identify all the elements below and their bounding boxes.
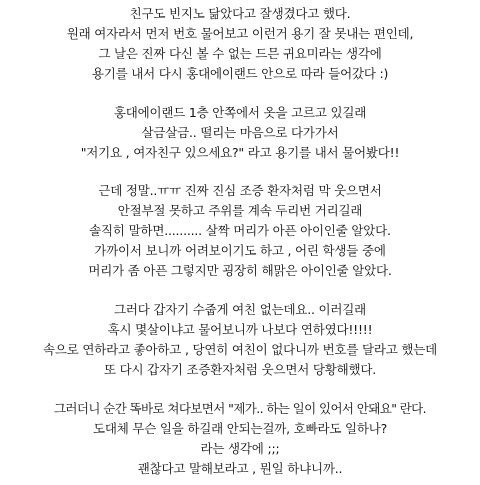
text-line: 살금살금.. 떨리는 마음으로 다가가서 — [141, 125, 339, 140]
text-line: 속으로 연하라고 좋아하고 , 당연히 여친이 없다니까 번호를 달라고 했는데 — [43, 342, 437, 357]
text-line: 도대체 무슨 일을 하길래 안되는걸까, 호빠라도 일하나? — [92, 421, 388, 436]
text-line: 라는 생각에 ;;; — [200, 441, 280, 456]
text-line: 용기를 내서 다시 홍대에이랜드 안으로 따라 들어갔다 :) — [91, 66, 389, 81]
text-line: 그 날은 진짜 다신 볼 수 없는 드믄 귀요미라는 생각에 — [98, 46, 382, 61]
text-line: 괜찮다고 말해보라고 , 뭔일 하냐니까.. — [137, 461, 343, 476]
text-line: 근데 정말..ㅠㅠ 진짜 진심 조증 환자처럼 막 웃으면서 — [98, 183, 382, 198]
text-line: 혹시 몇살이냐고 물어보니까 나보다 연하였다!!!!! — [107, 322, 373, 337]
text-line: 가까이서 보니까 어려보이기도 하고 , 어린 학생들 중에 — [94, 243, 386, 258]
text-line: 또 다시 갑자기 조증환자처럼 웃으면서 당황해했다. — [103, 362, 377, 377]
text-line: "저기요 , 여자친구 있으세요?" 라고 용기를 내서 물어봤다!! — [80, 145, 400, 160]
text-line: 안절부절 못하고 주위를 계속 두리번 거리길래 — [117, 203, 363, 218]
text-line: 그러다 갑자기 수줍게 여친 없는데요.. 이러길래 — [113, 302, 367, 317]
text-line: 원래 여자라서 먼저 번호 물어보고 이런거 용기 잘 못내는 편인데, — [66, 26, 414, 41]
text-line: 머리가 좀 아픈 그렇지만 굉장히 해맑은 아이인줄 알았다. — [88, 263, 392, 278]
text-line: 홍대에이랜드 1층 안쪽에서 옷을 고르고 있길래 — [113, 105, 367, 120]
text-line: 친구도 빈지노 닮았다고 잘생겼다고 했다. — [129, 6, 351, 21]
text-line: 솔직히 말하면.......... 살짝 머리가 아픈 아이인줄 알았다. — [89, 223, 391, 238]
text-line: 그러더니 순간 똑바로 쳐다보면서 "제가.. 하는 일이 있어서 안돼요" 란다. — [53, 401, 427, 416]
